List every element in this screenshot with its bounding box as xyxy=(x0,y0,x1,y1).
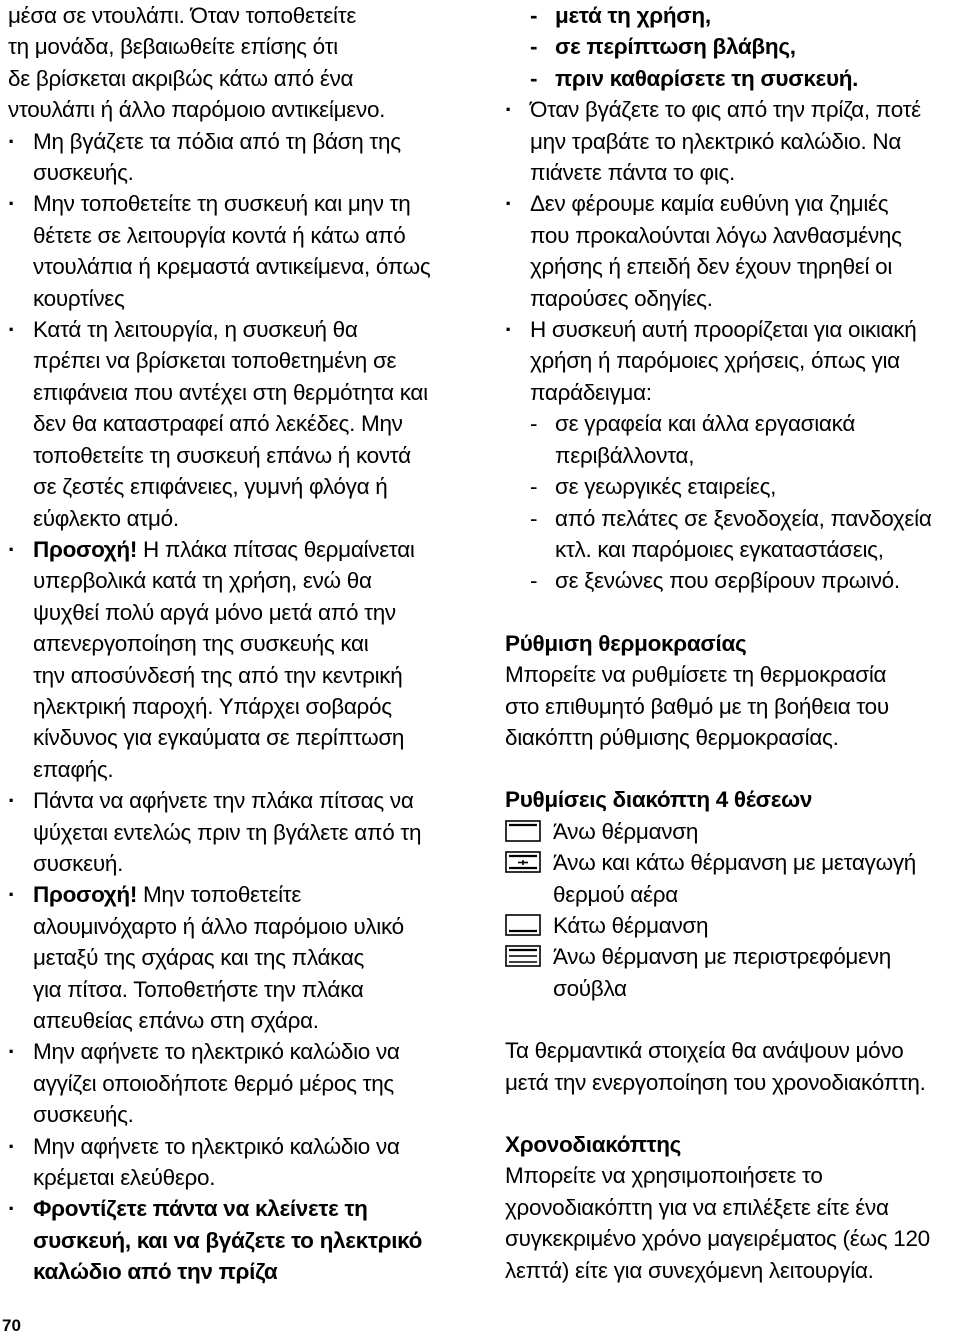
text-line: αλουμινόχαρτο ή άλλο παρόμοιο υλικό xyxy=(33,913,404,939)
text-line: για πίτσα. Τοποθετήστε την πλάκα xyxy=(33,976,364,1002)
text-line: · Η συσκευή αυτή προορίζεται για οικιακή xyxy=(530,317,917,343)
text-line xyxy=(33,534,468,565)
text-line: παρούσες οδηγίες. xyxy=(530,285,713,311)
text-line: Κάτω θέρμανση xyxy=(553,912,709,938)
left-column xyxy=(8,0,468,1288)
heat-note xyxy=(505,1035,957,1098)
top-heat-icon xyxy=(505,820,541,842)
bullet-surface xyxy=(8,314,468,534)
bullet-liability xyxy=(505,188,957,314)
text-line: ντουλάπι ή άλλο παρόμοιο αντικείμενο. xyxy=(8,97,386,123)
text-line: κρέμεται ελεύθερο. xyxy=(33,1165,216,1191)
text-line: · Μην αφήνετε το ηλεκτρικό καλώδιο να xyxy=(33,1133,400,1159)
text-line: υπερβολικά κατά τη χρήση, ενώ θα xyxy=(33,568,372,594)
text-line: · Όταν βγάζετε το φις από την πρίζα, ποτέ xyxy=(530,97,921,123)
right-column xyxy=(505,0,957,1286)
temperature-text xyxy=(505,659,957,753)
text-line: κίνδυνος για εγκαύματα σε περίπτωση xyxy=(33,725,405,751)
text-line: μέσα σε ντουλάπι. Όταν τοποθετείτε xyxy=(8,3,357,28)
text-span: Η πλάκα πίτσας θερμαίνεται xyxy=(137,536,415,562)
text-line: σούβλα xyxy=(553,975,627,1001)
text-line: λεπτά) είτε για συνεχόμενη λειτουργία. xyxy=(505,1257,874,1283)
text-line: συσκευής. xyxy=(33,160,134,186)
text-line: Τα θερμαντικά στοιχεία θα ανάψουν μόνο xyxy=(505,1038,904,1064)
text-line: χρονοδιακόπτη για να επιλέξετε είτε ένα xyxy=(505,1194,889,1220)
page-number: 70 xyxy=(2,1316,21,1335)
mode-top-heat xyxy=(505,816,957,847)
text-line: μετά την ενεργοποίηση του χρονοδιακόπτη. xyxy=(505,1069,926,1095)
text-line: απενεργοποίηση της συσκευής και xyxy=(33,631,369,657)
bottom-heat-icon xyxy=(505,914,541,936)
temperature-heading: Ρύθμιση θερμοκρασίας xyxy=(505,630,747,656)
spacer xyxy=(505,1004,957,1035)
text-line: επιφάνεια που αντέχει στη θερμότητα και xyxy=(33,379,428,405)
spacer xyxy=(505,753,957,784)
text-line: · Μη βγάζετε τα πόδια από τη βάση της xyxy=(33,128,401,154)
text-line: δε βρίσκεται ακριβώς κάτω από ένα xyxy=(8,65,354,91)
text-line: · Φροντίζετε πάντα να κλείνετε τη xyxy=(33,1196,368,1222)
mode-top-heat-rotisserie xyxy=(505,941,957,1004)
timer-heading: Χρονοδιακόπτης xyxy=(505,1132,682,1157)
spacer xyxy=(505,1098,957,1129)
text-line: Μπορείτε να χρησιμοποιήσετε το xyxy=(505,1163,823,1189)
use-dash-continuation: περιβάλλοντα, xyxy=(555,442,695,468)
text-line: ψυχθεί πολύ αργά μόνο μετά από την xyxy=(33,599,396,625)
bullet-pizza-plate-warning xyxy=(8,534,468,785)
intro-paragraph xyxy=(8,0,468,126)
text-line: πιάνετε πάντα το φις. xyxy=(530,160,735,186)
dash-item: - πριν καθαρίσετε τη συσκευή. xyxy=(505,63,957,94)
bullet-household-use xyxy=(505,314,957,408)
bullet-foil-warning xyxy=(8,879,468,1036)
use-dash-item: - σε ξενώνες που σερβίρουν πρωινό. xyxy=(505,565,957,596)
text-line: εύφλεκτο ατμό. xyxy=(33,505,179,531)
bullet-unplug xyxy=(8,1193,468,1287)
warning-label: Προσοχή! xyxy=(33,882,138,908)
text-line: συσκευή. xyxy=(33,850,124,876)
bullet-feet xyxy=(8,126,468,189)
text-line: χρήσης ή επειδή δεν έχουν τηρηθεί οι xyxy=(530,254,893,280)
text-line: · Κατά τη λειτουργία, η συσκευή θα xyxy=(33,317,358,343)
text-line: επαφής. xyxy=(33,756,114,782)
bullet-cord-hanging xyxy=(8,1131,468,1194)
text-line: πρέπει να βρίσκεται τοποθετημένη σε xyxy=(33,348,397,374)
text-line: στο επιθυμητό βαθμό με τη βοήθεια του xyxy=(505,693,889,719)
bullet-cool-down xyxy=(8,785,468,879)
text-line: · Πάντα να αφήνετε την πλάκα πίτσας να xyxy=(33,788,414,814)
bullet-placement xyxy=(8,188,468,314)
text-line: · Μην αφήνετε το ηλεκτρικό καλώδιο να xyxy=(33,1039,400,1065)
bullet-pull-plug xyxy=(505,94,957,188)
switch-heading: Ρυθμίσεις διακόπτη 4 θέσεων xyxy=(505,787,813,813)
text-line: κουρτίνες xyxy=(33,285,125,311)
text-line: διακόπτη ρύθμισης θερμοκρασίας. xyxy=(505,724,839,750)
text-line: Άνω θέρμανση με περιστρεφόμενη xyxy=(553,944,891,970)
use-dash-item: - από πελάτες σε ξενοδοχεία, πανδοχεία xyxy=(505,503,957,534)
use-dash-continuation: κτλ. και παρόμοιες εγκαταστάσεις, xyxy=(555,536,884,562)
spacer xyxy=(505,597,957,628)
text-line: παράδειγμα: xyxy=(530,379,652,405)
text-line: · Μην τοποθετείτε τη συσκευή και μην τη xyxy=(33,191,411,217)
text-line: σε ζεστές επιφάνειες, γυμνή φλόγα ή xyxy=(33,474,388,500)
warning-label: Προσοχή! xyxy=(33,536,138,562)
text-line: μην τραβάτε το ηλεκτρικό καλώδιο. Να xyxy=(530,128,902,154)
text-line: χρήση ή παρόμοιες χρήσεις, όπως για xyxy=(530,348,900,374)
mode-top-bottom-convection xyxy=(505,847,957,910)
text-line: που προκαλούνται λόγω λανθασμένης xyxy=(530,222,902,248)
mode-bottom-heat xyxy=(505,910,957,941)
dash-item: - σε περίπτωση βλάβης, xyxy=(505,31,957,62)
dash-item: - μετά τη χρήση, xyxy=(505,0,957,31)
text-line: · Δεν φέρουμε καμία ευθύνη για ζημιές xyxy=(530,191,889,217)
text-line: συσκευής. xyxy=(33,1102,134,1128)
text-line: ηλεκτρική παροχή. Υπάρχει σοβαρός xyxy=(33,693,392,719)
text-line xyxy=(33,879,468,910)
text-line: δεν θα καταστραφεί από λεκέδες. Μην xyxy=(33,411,403,437)
text-line: αγγίζει οποιοδήποτε θερμό μέρος της xyxy=(33,1070,394,1096)
mode-list xyxy=(505,816,957,1004)
text-line: τοποθετείτε τη συσκευή επάνω ή κοντά xyxy=(33,442,411,468)
text-line: απευθείας επάνω στη σχάρα. xyxy=(33,1008,319,1033)
text-line: την αποσύνδεσή της από την κεντρική xyxy=(33,662,403,688)
text-line: μεταξύ της σχάρας και της πλάκας xyxy=(33,945,365,971)
text-line: ψύχεται εντελώς πριν τη βγάλετε από τη xyxy=(33,819,422,845)
text-line: καλώδιο από την πρίζα xyxy=(33,1259,278,1285)
text-line: Άνω θέρμανση xyxy=(553,818,699,844)
top-heat-rotisserie-icon xyxy=(505,945,541,967)
text-line: θερμού αέρα xyxy=(553,881,678,907)
timer-text xyxy=(505,1160,957,1286)
text-line: ντουλάπια ή κρεμαστά αντικείμενα, όπως xyxy=(33,254,431,280)
bullet-cord-hot-parts xyxy=(8,1036,468,1130)
use-dash-item: - σε γεωργικές εταιρείες, xyxy=(505,471,957,502)
text-line: συγκεκριμένο χρόνο μαγειρέματος (έως 120 xyxy=(505,1226,930,1252)
use-dash-item: - σε γραφεία και άλλα εργασιακά xyxy=(505,408,957,439)
text-line: τη μονάδα, βεβαιωθείτε επίσης ότι xyxy=(8,34,338,60)
text-line: Άνω και κάτω θέρμανση με μεταγωγή xyxy=(553,850,916,876)
text-span: Μην τοποθετείτε xyxy=(137,882,302,908)
text-line: Μπορείτε να ρυθμίσετε τη θερμοκρασία xyxy=(505,662,887,688)
top-bottom-convection-icon xyxy=(505,851,541,873)
text-line: θέτετε σε λειτουργία κοντά ή κάτω από xyxy=(33,222,406,248)
text-line: συσκευή, και να βγάζετε το ηλεκτρικό xyxy=(33,1227,423,1253)
